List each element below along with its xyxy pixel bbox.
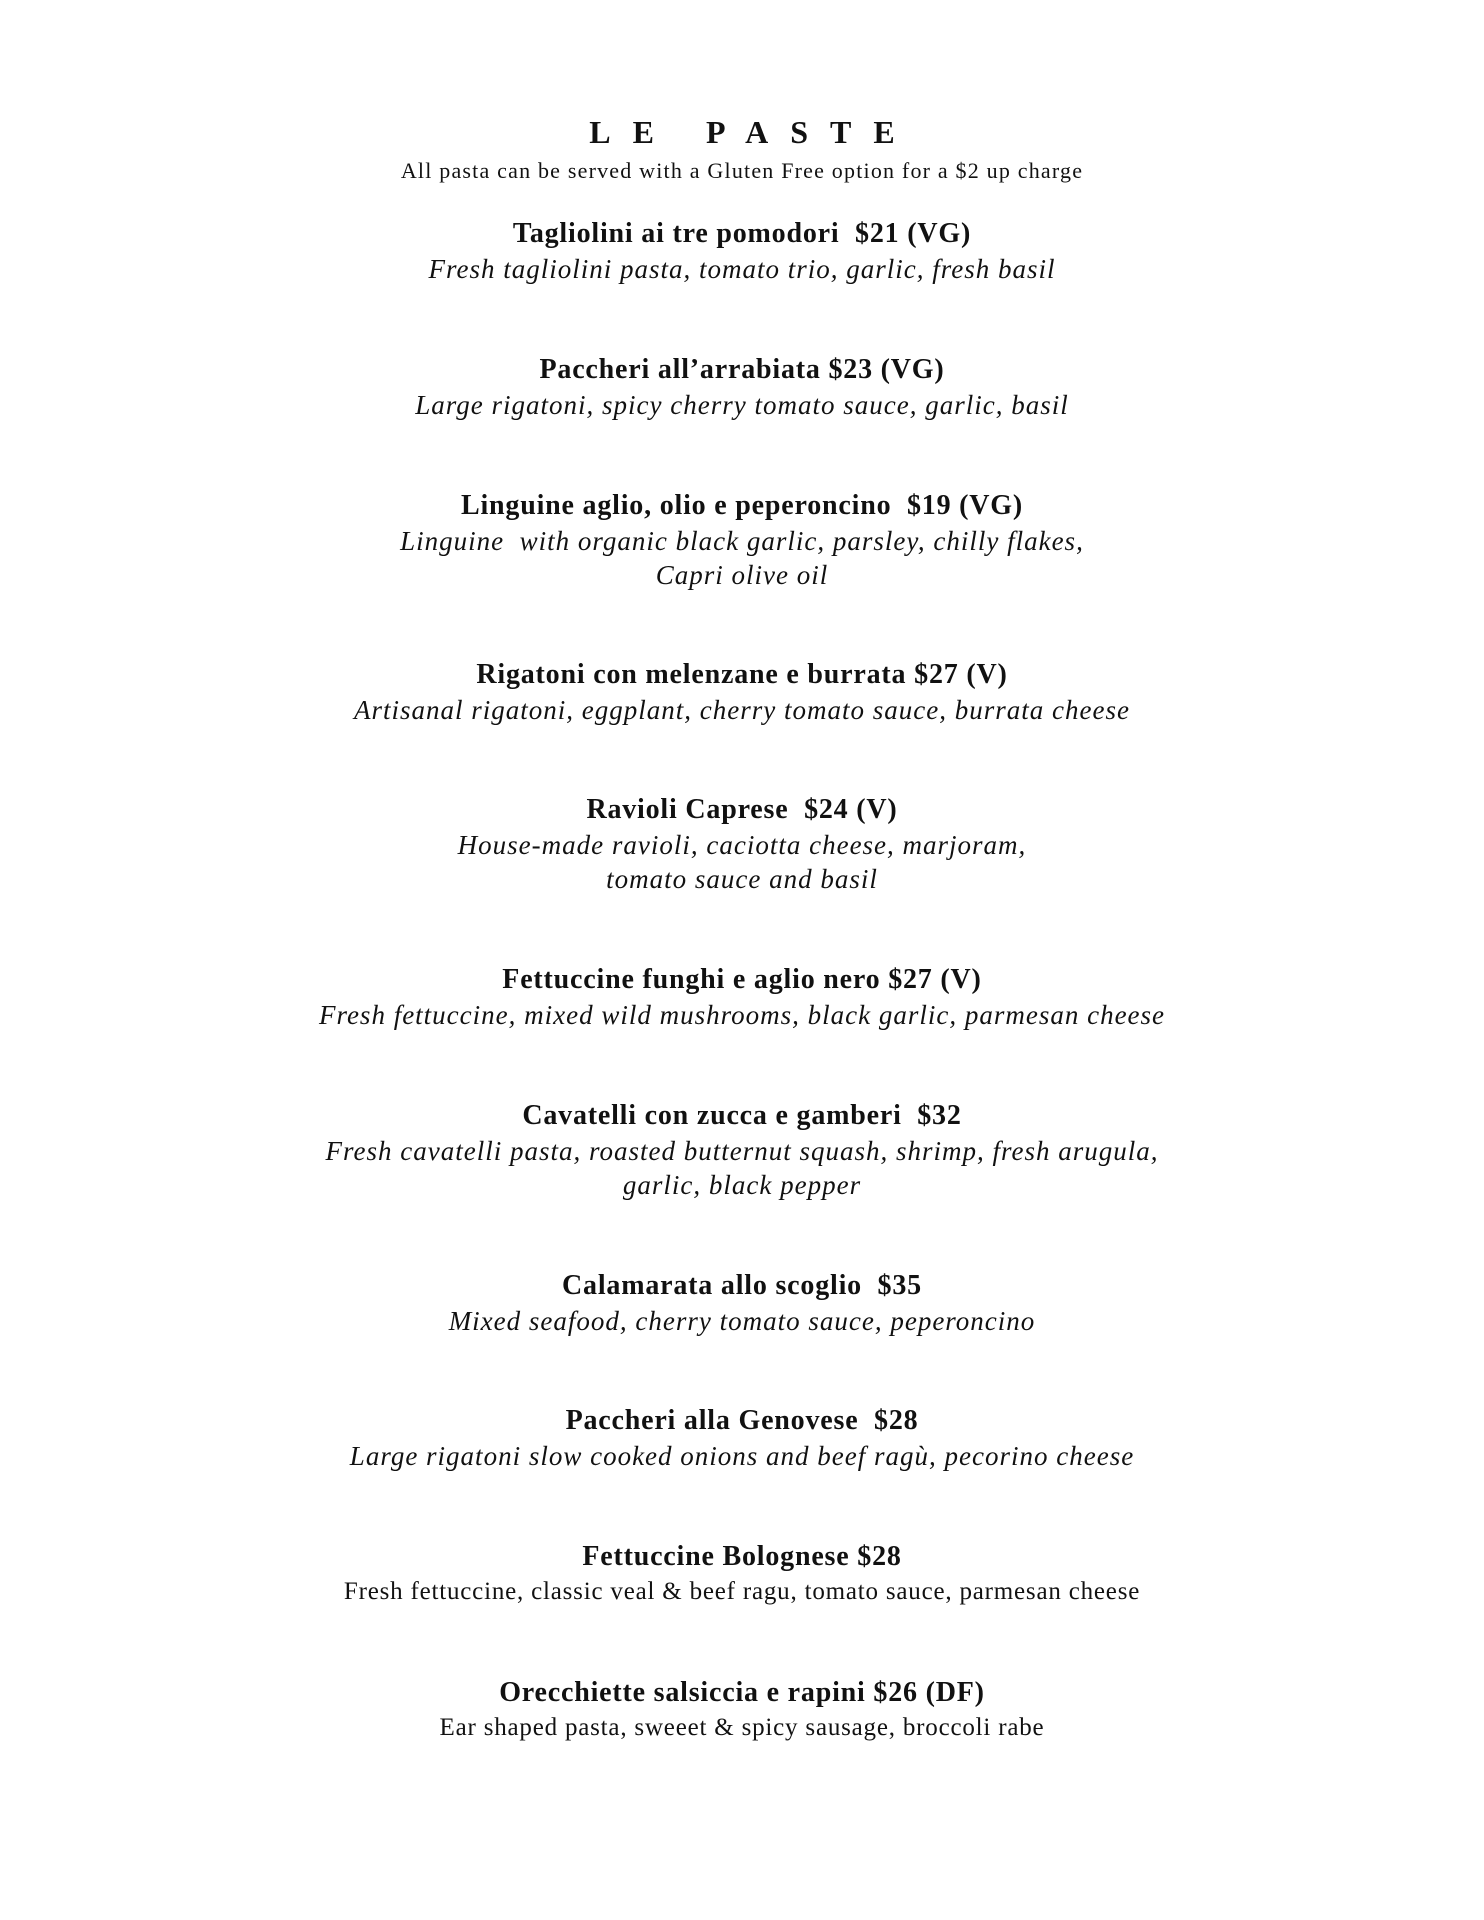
item-name: Calamarata allo scoglio $35 [562, 1270, 922, 1301]
menu-item [0, 962, 1484, 1032]
menu-item [0, 216, 1484, 286]
item-name: Fettuccine funghi e aglio nero $27 (V) [502, 964, 982, 995]
item-name: Orecchiette salsiccia e rapini $26 (DF) [499, 1677, 985, 1708]
item-description: Fresh fettuccine, mixed wild mushrooms, black garlic, parmesan cheese [318, 1000, 1166, 1030]
item-name: Rigatoni con melenzane e burrata $27 (V) [476, 659, 1008, 690]
item-name: Cavatelli con zucca e gamberi $32 [522, 1100, 962, 1131]
menu-item [0, 792, 1484, 896]
item-description: Mixed seafood, cherry tomato sauce, peperoncino [448, 1306, 1036, 1336]
item-description: Fresh cavatelli pasta, roasted butternut squash, shrimp, fresh arugula, [325, 1136, 1159, 1166]
menu-item [0, 1268, 1484, 1338]
item-description: Capri olive oil [655, 560, 829, 590]
item-description: garlic, black pepper [622, 1170, 862, 1200]
item-description: Fresh tagliolini pasta, tomato trio, garlic, fresh basil [428, 254, 1056, 284]
menu-item [0, 1098, 1484, 1202]
menu-item [0, 1539, 1484, 1609]
menu-item [0, 488, 1484, 592]
item-name: Ravioli Caprese $24 (V) [586, 794, 898, 825]
item-name: Tagliolini ai tre pomodori $21 (VG) [512, 218, 972, 249]
item-name: Paccheri all’arrabiata $23 (VG) [539, 354, 945, 385]
item-description: Artisanal rigatoni, eggplant, cherry tomato sauce, burrata cheese [354, 695, 1130, 725]
item-name: Fettuccine Bolognese $28 [582, 1541, 902, 1572]
menu-item [0, 1675, 1484, 1745]
item-description: tomato sauce and basil [606, 864, 878, 894]
item-description: Fresh fettuccine, classic veal & beef ragu, tomato sauce, parmesan cheese [343, 1578, 1141, 1605]
item-description: Large rigatoni, spicy cherry tomato sauce, garlic, basil [415, 390, 1069, 420]
menu-item [0, 1403, 1484, 1473]
item-description: Linguine with organic black garlic, parsley, chilly flakes, [400, 526, 1084, 556]
menu-item [0, 352, 1484, 422]
item-description: Large rigatoni slow cooked onions and beef ragù, pecorino cheese [349, 1441, 1135, 1471]
menu-subtitle: All pasta can be served with a Gluten Free option for a $2 up charge [400, 158, 1084, 183]
menu-title: LE PASTE [589, 114, 917, 150]
item-name: Linguine aglio, olio e peperoncino $19 (VG) [460, 490, 1024, 521]
item-description: House-made ravioli, caciotta cheese, marjoram, [457, 830, 1027, 860]
item-name: Paccheri alla Genovese $28 [565, 1405, 919, 1436]
item-description: Ear shaped pasta, sweeet & spicy sausage, broccoli rabe [439, 1714, 1045, 1741]
menu-item [0, 657, 1484, 727]
